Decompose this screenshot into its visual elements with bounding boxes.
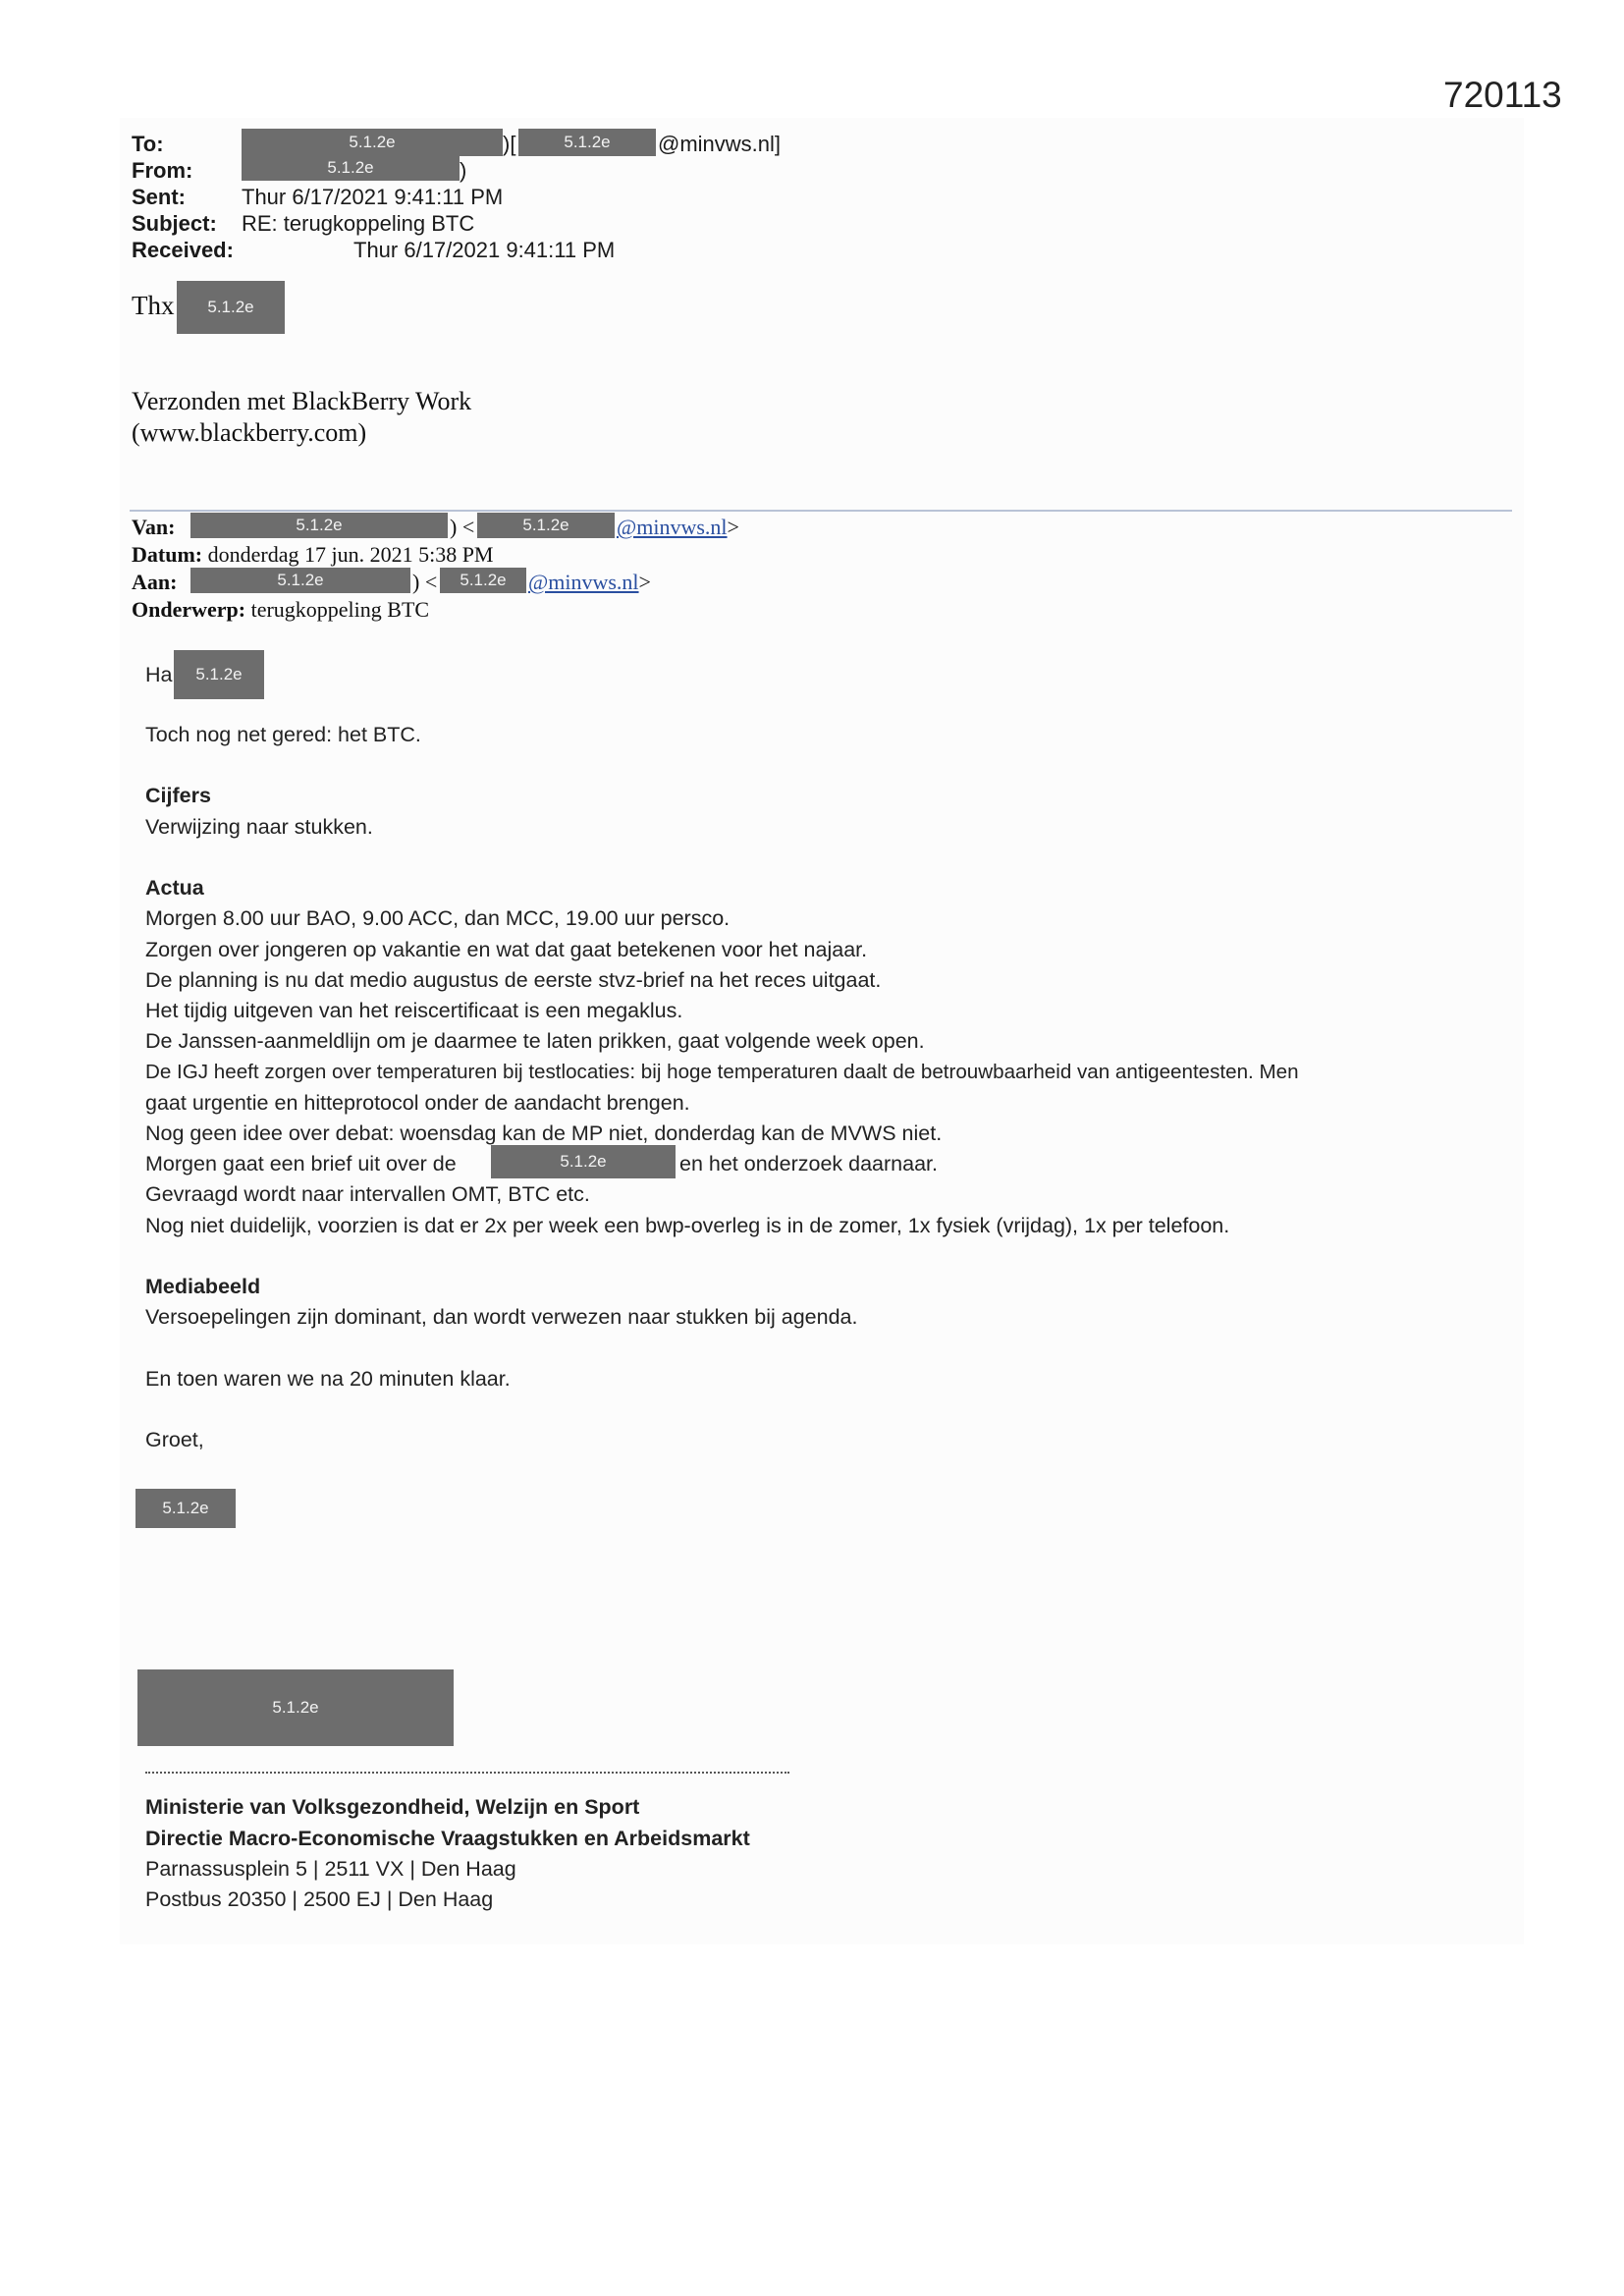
header-divider (130, 510, 1512, 512)
to-separator: )[ (503, 132, 516, 156)
redaction-box: 5.1.2e (190, 568, 410, 593)
redaction-box: 5.1.2e (135, 1489, 236, 1528)
subject-label: Subject: (132, 211, 217, 236)
actua-line: gaat urgentie en hitteprotocol onder de aandacht brengen. (145, 1091, 690, 1115)
aan-separator: ) < (412, 570, 438, 594)
redaction-box: 5.1.2e (440, 568, 526, 593)
actua-line: Zorgen over jongeren op vakantie en wat dat gaat betekenen voor het najaar. (145, 938, 868, 961)
thx-text: Thx (132, 291, 175, 320)
redaction-box: 5.1.2e (177, 281, 285, 334)
document-number: 720113 (1443, 75, 1562, 115)
actua-line: De Janssen-aanmeldlijn om je daarmee te laten prikken, gaat volgende week open. (145, 1029, 925, 1053)
footer-address-1: Parnassusplein 5 | 2511 VX | Den Haag (145, 1857, 516, 1881)
greeting: Ha (145, 663, 173, 686)
actua-line: Morgen 8.00 uur BAO, 9.00 ACC, dan MCC, 19.00 uur persco. (145, 906, 731, 930)
actua-line: Gevraagd wordt naar intervallen OMT, BTC etc. (145, 1182, 590, 1206)
actua-line: Nog geen idee over debat: woensdag kan de MP niet, donderdag kan de MVWS niet. (145, 1121, 943, 1145)
redaction-box: 5.1.2e (137, 1669, 454, 1746)
mediabeeld-text: Versoepelingen zijn dominant, dan wordt verwezen naar stukken bij agenda. (145, 1305, 858, 1329)
redaction-box: 5.1.2e (491, 1145, 676, 1178)
van-email: @minvws.nl> (617, 515, 739, 539)
footer-ministry: Ministerie van Volksgezondheid, Welzijn en Sport (145, 1795, 640, 1819)
redaction-box: 5.1.2e (174, 650, 264, 699)
actua-line: Het tijdig uitgeven van het reiscertificaat is een megaklus. (145, 999, 683, 1022)
footer-dotted-rule (145, 1772, 789, 1774)
subject-value: RE: terugkoppeling BTC (242, 211, 475, 236)
datum-row: Datum: donderdag 17 jun. 2021 5:38 PM (132, 542, 494, 567)
sent-value: Thur 6/17/2021 9:41:11 PM (242, 185, 504, 209)
van-label: Van: (132, 515, 176, 539)
aan-label: Aan: (132, 570, 178, 594)
redaction-box: 5.1.2e (518, 129, 656, 156)
to-domain: @minvws.nl] (658, 132, 782, 156)
van-separator: ) < (450, 515, 475, 539)
aan-email: @minvws.nl> (528, 570, 651, 594)
from-label: From: (132, 158, 193, 183)
sent-label: Sent: (132, 185, 186, 209)
footer-directorate: Directie Macro-Economische Vraagstukken en Arbeidsmarkt (145, 1827, 750, 1850)
actua-line: De planning is nu dat medio augustus de eerste stvz-brief na het reces uitgaat. (145, 968, 882, 992)
received-label: Received: (132, 238, 234, 262)
redaction-box: 5.1.2e (477, 513, 615, 538)
brief-suffix: en het onderzoek daarnaar. (679, 1152, 938, 1175)
aan-email-link[interactable]: @minvws.nl (528, 570, 639, 594)
redaction-box: 5.1.2e (190, 513, 448, 538)
signature-line-2: (www.blackberry.com) (132, 418, 367, 447)
closing-line: En toen waren we na 20 minuten klaar. (145, 1367, 511, 1391)
redaction-box: 5.1.2e (242, 155, 460, 181)
mediabeeld-heading: Mediabeeld (145, 1275, 261, 1298)
from-close: ) (460, 158, 467, 183)
intro-line: Toch nog net gered: het BTC. (145, 723, 421, 746)
groet-line: Groet, (145, 1428, 204, 1451)
redaction-box: 5.1.2e (242, 129, 503, 156)
actua-heading: Actua (145, 876, 204, 900)
to-label: To: (132, 132, 164, 156)
brief-prefix: Morgen gaat een brief uit over de (145, 1152, 457, 1175)
received-value: Thur 6/17/2021 9:41:11 PM (353, 238, 616, 262)
signature-line-1: Verzonden met BlackBerry Work (132, 387, 472, 415)
cijfers-text: Verwijzing naar stukken. (145, 815, 373, 839)
cijfers-heading: Cijfers (145, 784, 211, 807)
van-email-link[interactable]: @minvws.nl (617, 515, 728, 539)
actua-line: Nog niet duidelijk, voorzien is dat er 2x per week een bwp-overleg is in de zomer, 1x fysiek (vrijdag), 1x per telefoon. (145, 1214, 1230, 1237)
footer-address-2: Postbus 20350 | 2500 EJ | Den Haag (145, 1887, 494, 1911)
actua-line: De IGJ heeft zorgen over temperaturen bij testlocaties: bij hoge temperaturen daalt de betrouwbaarheid van antigeentesten. Men (145, 1061, 1299, 1083)
onderwerp-row: Onderwerp: terugkoppeling BTC (132, 597, 430, 622)
